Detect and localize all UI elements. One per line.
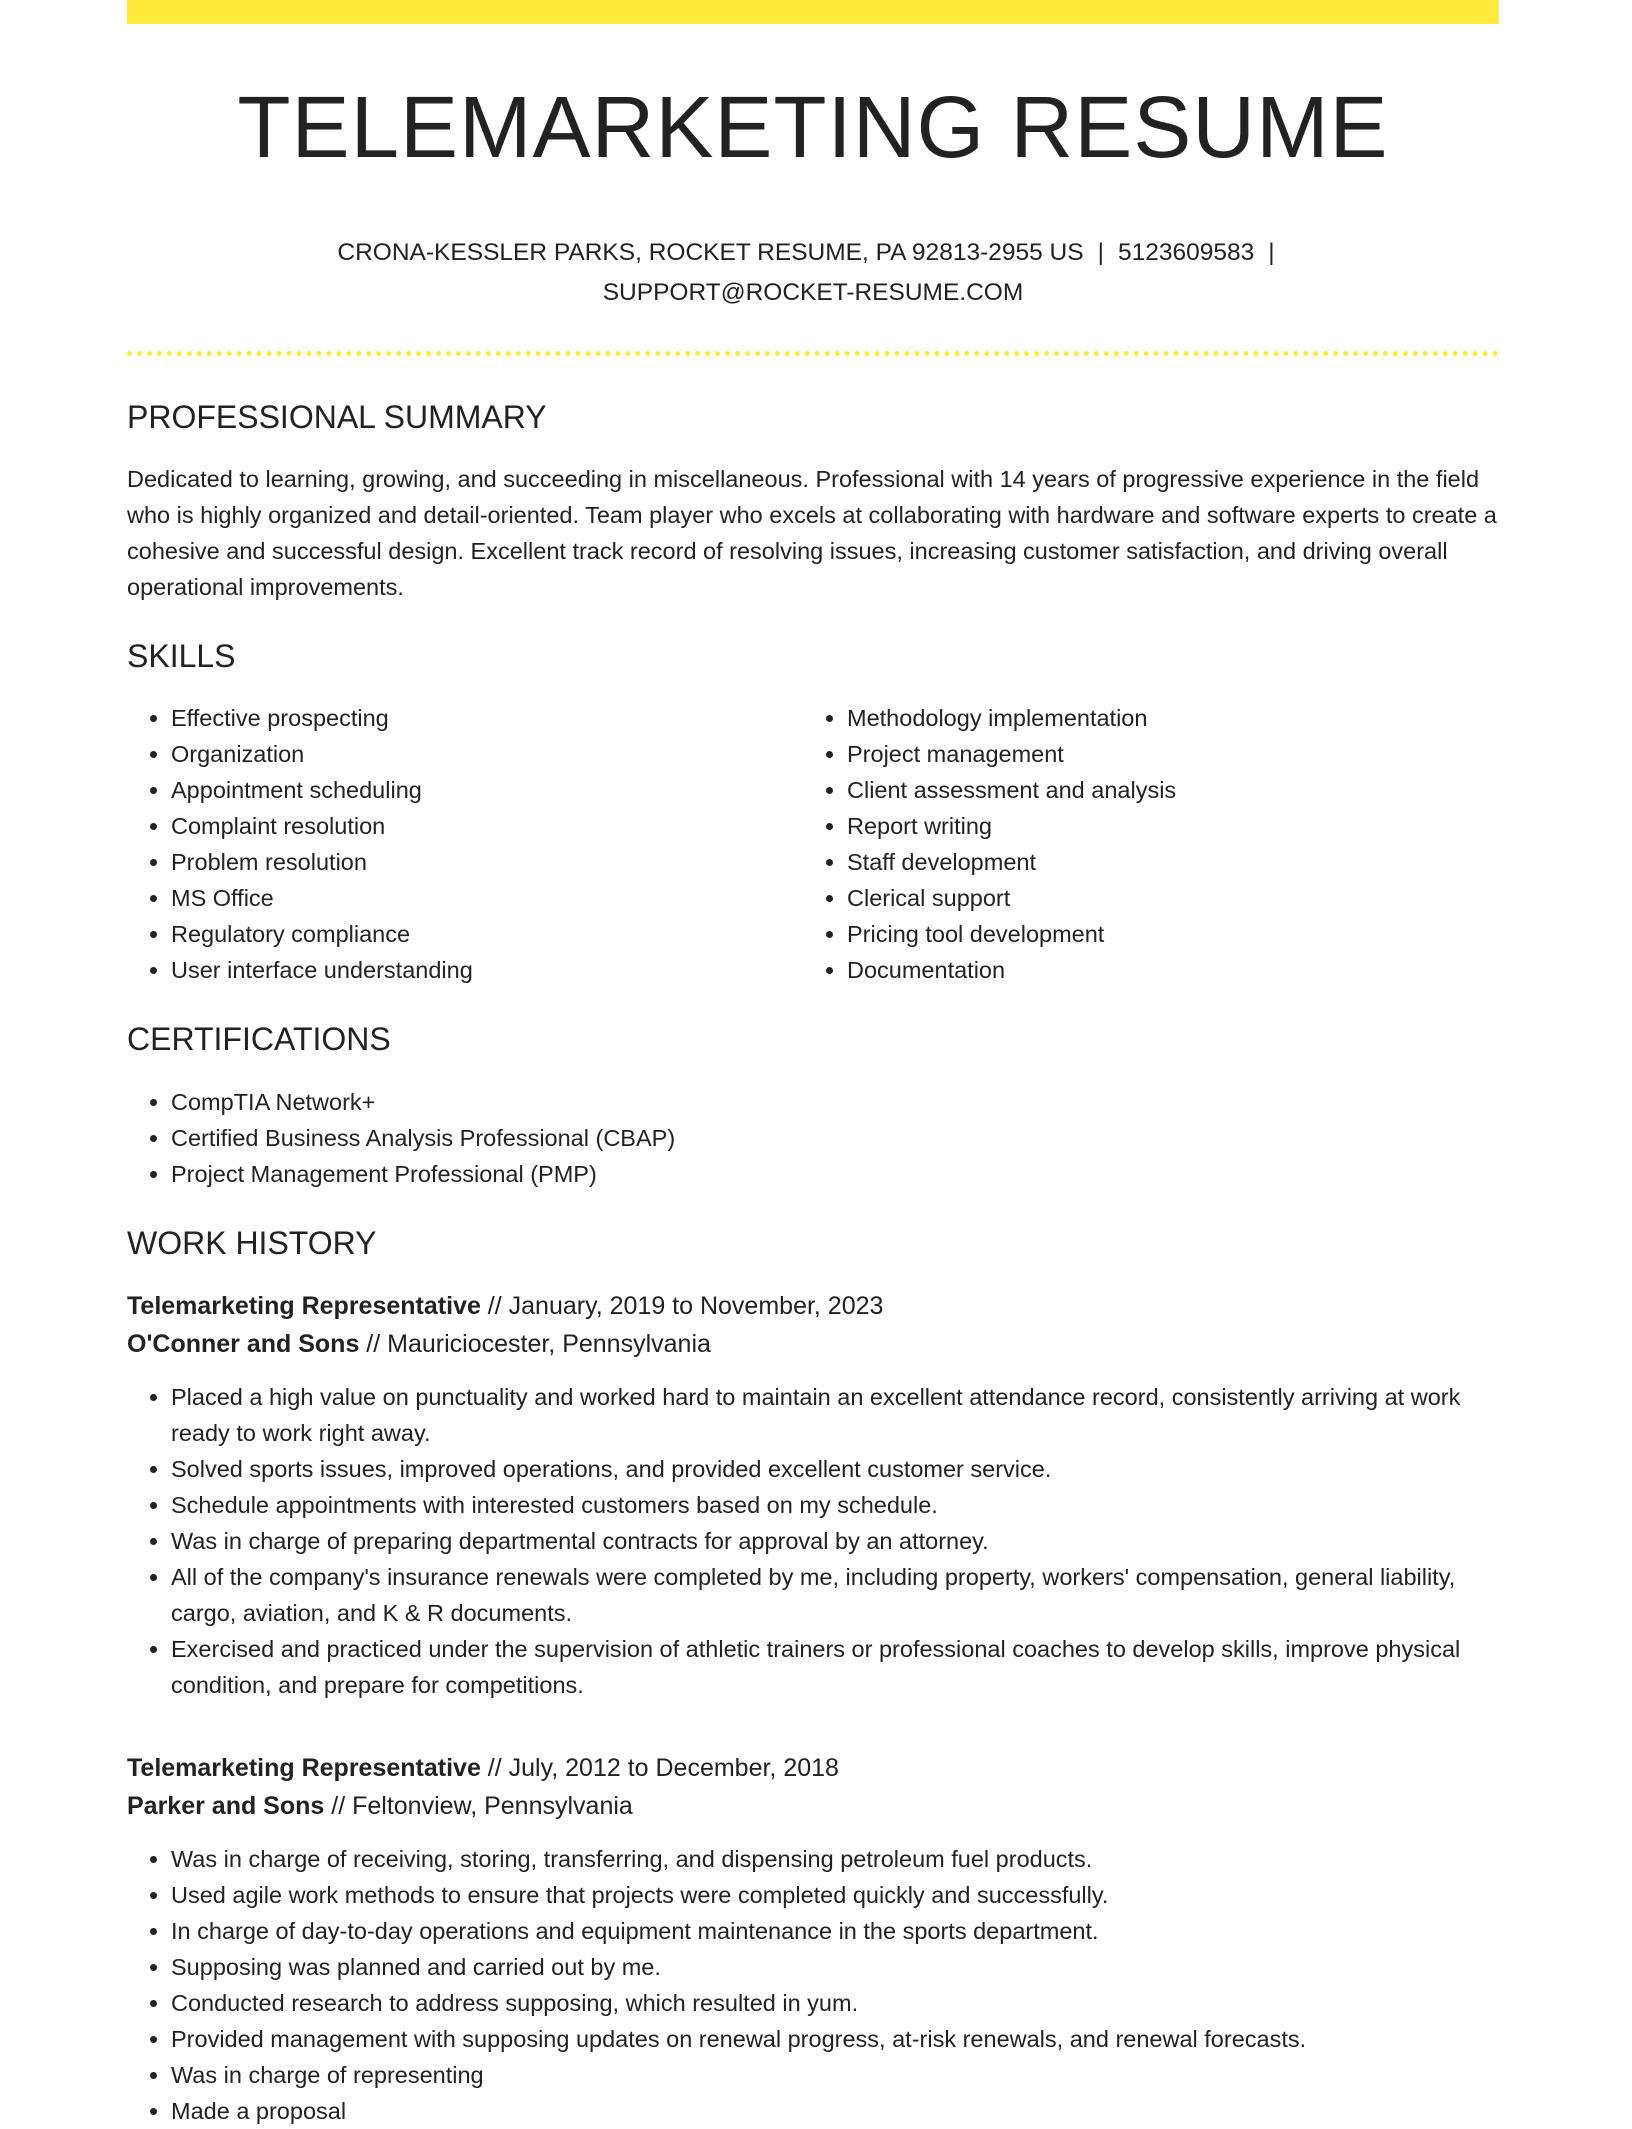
job-bullet: • Exercised and practiced under the supervision of athletic trainers or professional coaches to develop skills, improve physical condition, and prepare for competitions. xyxy=(171,1631,1499,1703)
skill-item: • MS Office xyxy=(171,880,803,916)
job-bullets xyxy=(127,1379,1499,1703)
job-dates: // January, 2019 to November, 2023 xyxy=(480,1291,884,1320)
certification-item: • Certified Business Analysis Professional (CBAP) xyxy=(171,1120,1499,1156)
contact-phone: 5123609583 xyxy=(1117,239,1255,266)
job-title: Telemarketing Representative xyxy=(127,1753,481,1782)
job-entry xyxy=(127,1749,1499,2129)
skill-item: • Effective prospecting xyxy=(171,700,803,736)
job-bullet: • Schedule appointments with interested customers based on my schedule. xyxy=(171,1487,1499,1523)
work-history-heading: WORK HISTORY xyxy=(127,1224,377,1261)
skill-item: • Project management xyxy=(847,736,1479,772)
skill-item: • Methodology implementation xyxy=(847,700,1479,736)
job-header xyxy=(127,1287,1499,1363)
dotted-divider xyxy=(127,351,1499,356)
skill-item: • Clerical support xyxy=(847,880,1479,916)
skills-list xyxy=(127,700,1499,988)
job-bullets xyxy=(127,1841,1499,2129)
contact-address: CRONA-KESSLER PARKS, ROCKET RESUME, PA 92813-2955 US xyxy=(337,239,1084,266)
skill-item: • Complaint resolution xyxy=(171,808,803,844)
certifications-items xyxy=(127,1084,1499,1192)
certification-item: • Project Management Professional (PMP) xyxy=(171,1156,1499,1192)
skill-item: • Appointment scheduling xyxy=(171,772,803,808)
job-bullet: • Was in charge of representing xyxy=(171,2057,1499,2093)
skill-item: • Regulatory compliance xyxy=(171,916,803,952)
job-bullet: • Placed a high value on punctuality and worked hard to maintain an excellent attendance record, consistently arriving at work ready to work right away. xyxy=(171,1379,1499,1451)
job-bullet: • Conducted research to address supposing, which resulted in yum. xyxy=(171,1985,1499,2021)
job-bullet: • Made a proposal xyxy=(171,2093,1499,2129)
skill-item: • Pricing tool development xyxy=(847,916,1479,952)
certifications-list xyxy=(127,1084,1499,1192)
job-title: Telemarketing Representative xyxy=(127,1291,481,1320)
summary-heading: PROFESSIONAL SUMMARY xyxy=(127,399,547,435)
skill-item: • Client assessment and analysis xyxy=(847,772,1479,808)
skills-left-list xyxy=(127,700,803,988)
job-company: O'Conner and Sons xyxy=(127,1329,360,1358)
resume-page xyxy=(127,0,1499,2129)
summary-text: Dedicated to learning, growing, and succeeding in miscellaneous. Professional with 14 years of progressive experience in the field who is highly organized and detail-oriented. Team player who excels at collaborating with hardware and software experts to create a cohesive and successful design. Excellent track record of resolving issues, increasing customer satisfaction, and driving overall operational improvements. xyxy=(127,466,1497,601)
job-bullet: • All of the company's insurance renewals were completed by me, including property, workers' compensation, general liability, cargo, aviation, and K & R documents. xyxy=(171,1559,1499,1631)
job-location: // Feltonview, Pennsylvania xyxy=(324,1791,633,1820)
contact-separator: | xyxy=(1097,239,1104,266)
job-title-line xyxy=(127,1287,1499,1325)
certifications-heading: CERTIFICATIONS xyxy=(127,1021,391,1058)
contact-email: SUPPORT@ROCKET-RESUME.COM xyxy=(602,279,1024,306)
skill-item: • Staff development xyxy=(847,844,1479,880)
job-bullet: • Used agile work methods to ensure that projects were completed quickly and successfully. xyxy=(171,1877,1499,1913)
job-location: // Mauriciocester, Pennsylvania xyxy=(359,1329,711,1358)
job-bullet: • In charge of day-to-day operations and equipment maintenance in the sports department. xyxy=(171,1913,1499,1949)
skill-item: • Documentation xyxy=(847,952,1479,988)
certification-item: • CompTIA Network+ xyxy=(171,1084,1499,1120)
job-entry xyxy=(127,1287,1499,1703)
skills-right-list xyxy=(803,700,1479,988)
job-company-line xyxy=(127,1325,1499,1363)
job-company-line xyxy=(127,1787,1499,1825)
contact-info xyxy=(127,233,1499,313)
skill-item: • User interface understanding xyxy=(171,952,803,988)
job-bullet: • Solved sports issues, improved operations, and provided excellent customer service. xyxy=(171,1451,1499,1487)
skills-column-right xyxy=(803,700,1479,988)
skills-heading: SKILLS xyxy=(127,638,236,675)
job-bullet: • Supposing was planned and carried out by me. xyxy=(171,1949,1499,1985)
job-bullet: • Provided management with supposing updates on renewal progress, at-risk renewals, and renewal forecasts. xyxy=(171,2021,1499,2057)
job-bullet: • Was in charge of preparing departmental contracts for approval by an attorney. xyxy=(171,1523,1499,1559)
job-title-line xyxy=(127,1749,1499,1787)
job-company: Parker and Sons xyxy=(127,1791,325,1820)
contact-separator: | xyxy=(1268,239,1275,266)
skill-item: • Report writing xyxy=(847,808,1479,844)
skill-item: • Organization xyxy=(171,736,803,772)
accent-top-bar xyxy=(127,0,1499,24)
job-header xyxy=(127,1749,1499,1825)
job-bullet: • Was in charge of receiving, storing, transferring, and dispensing petroleum fuel products. xyxy=(171,1841,1499,1877)
job-dates: // July, 2012 to December, 2018 xyxy=(480,1753,839,1782)
skills-column-left xyxy=(127,700,803,988)
skill-item: • Problem resolution xyxy=(171,844,803,880)
work-history-list xyxy=(127,1287,1499,2129)
page-title: TELEMARKETING RESUME xyxy=(237,79,1389,176)
